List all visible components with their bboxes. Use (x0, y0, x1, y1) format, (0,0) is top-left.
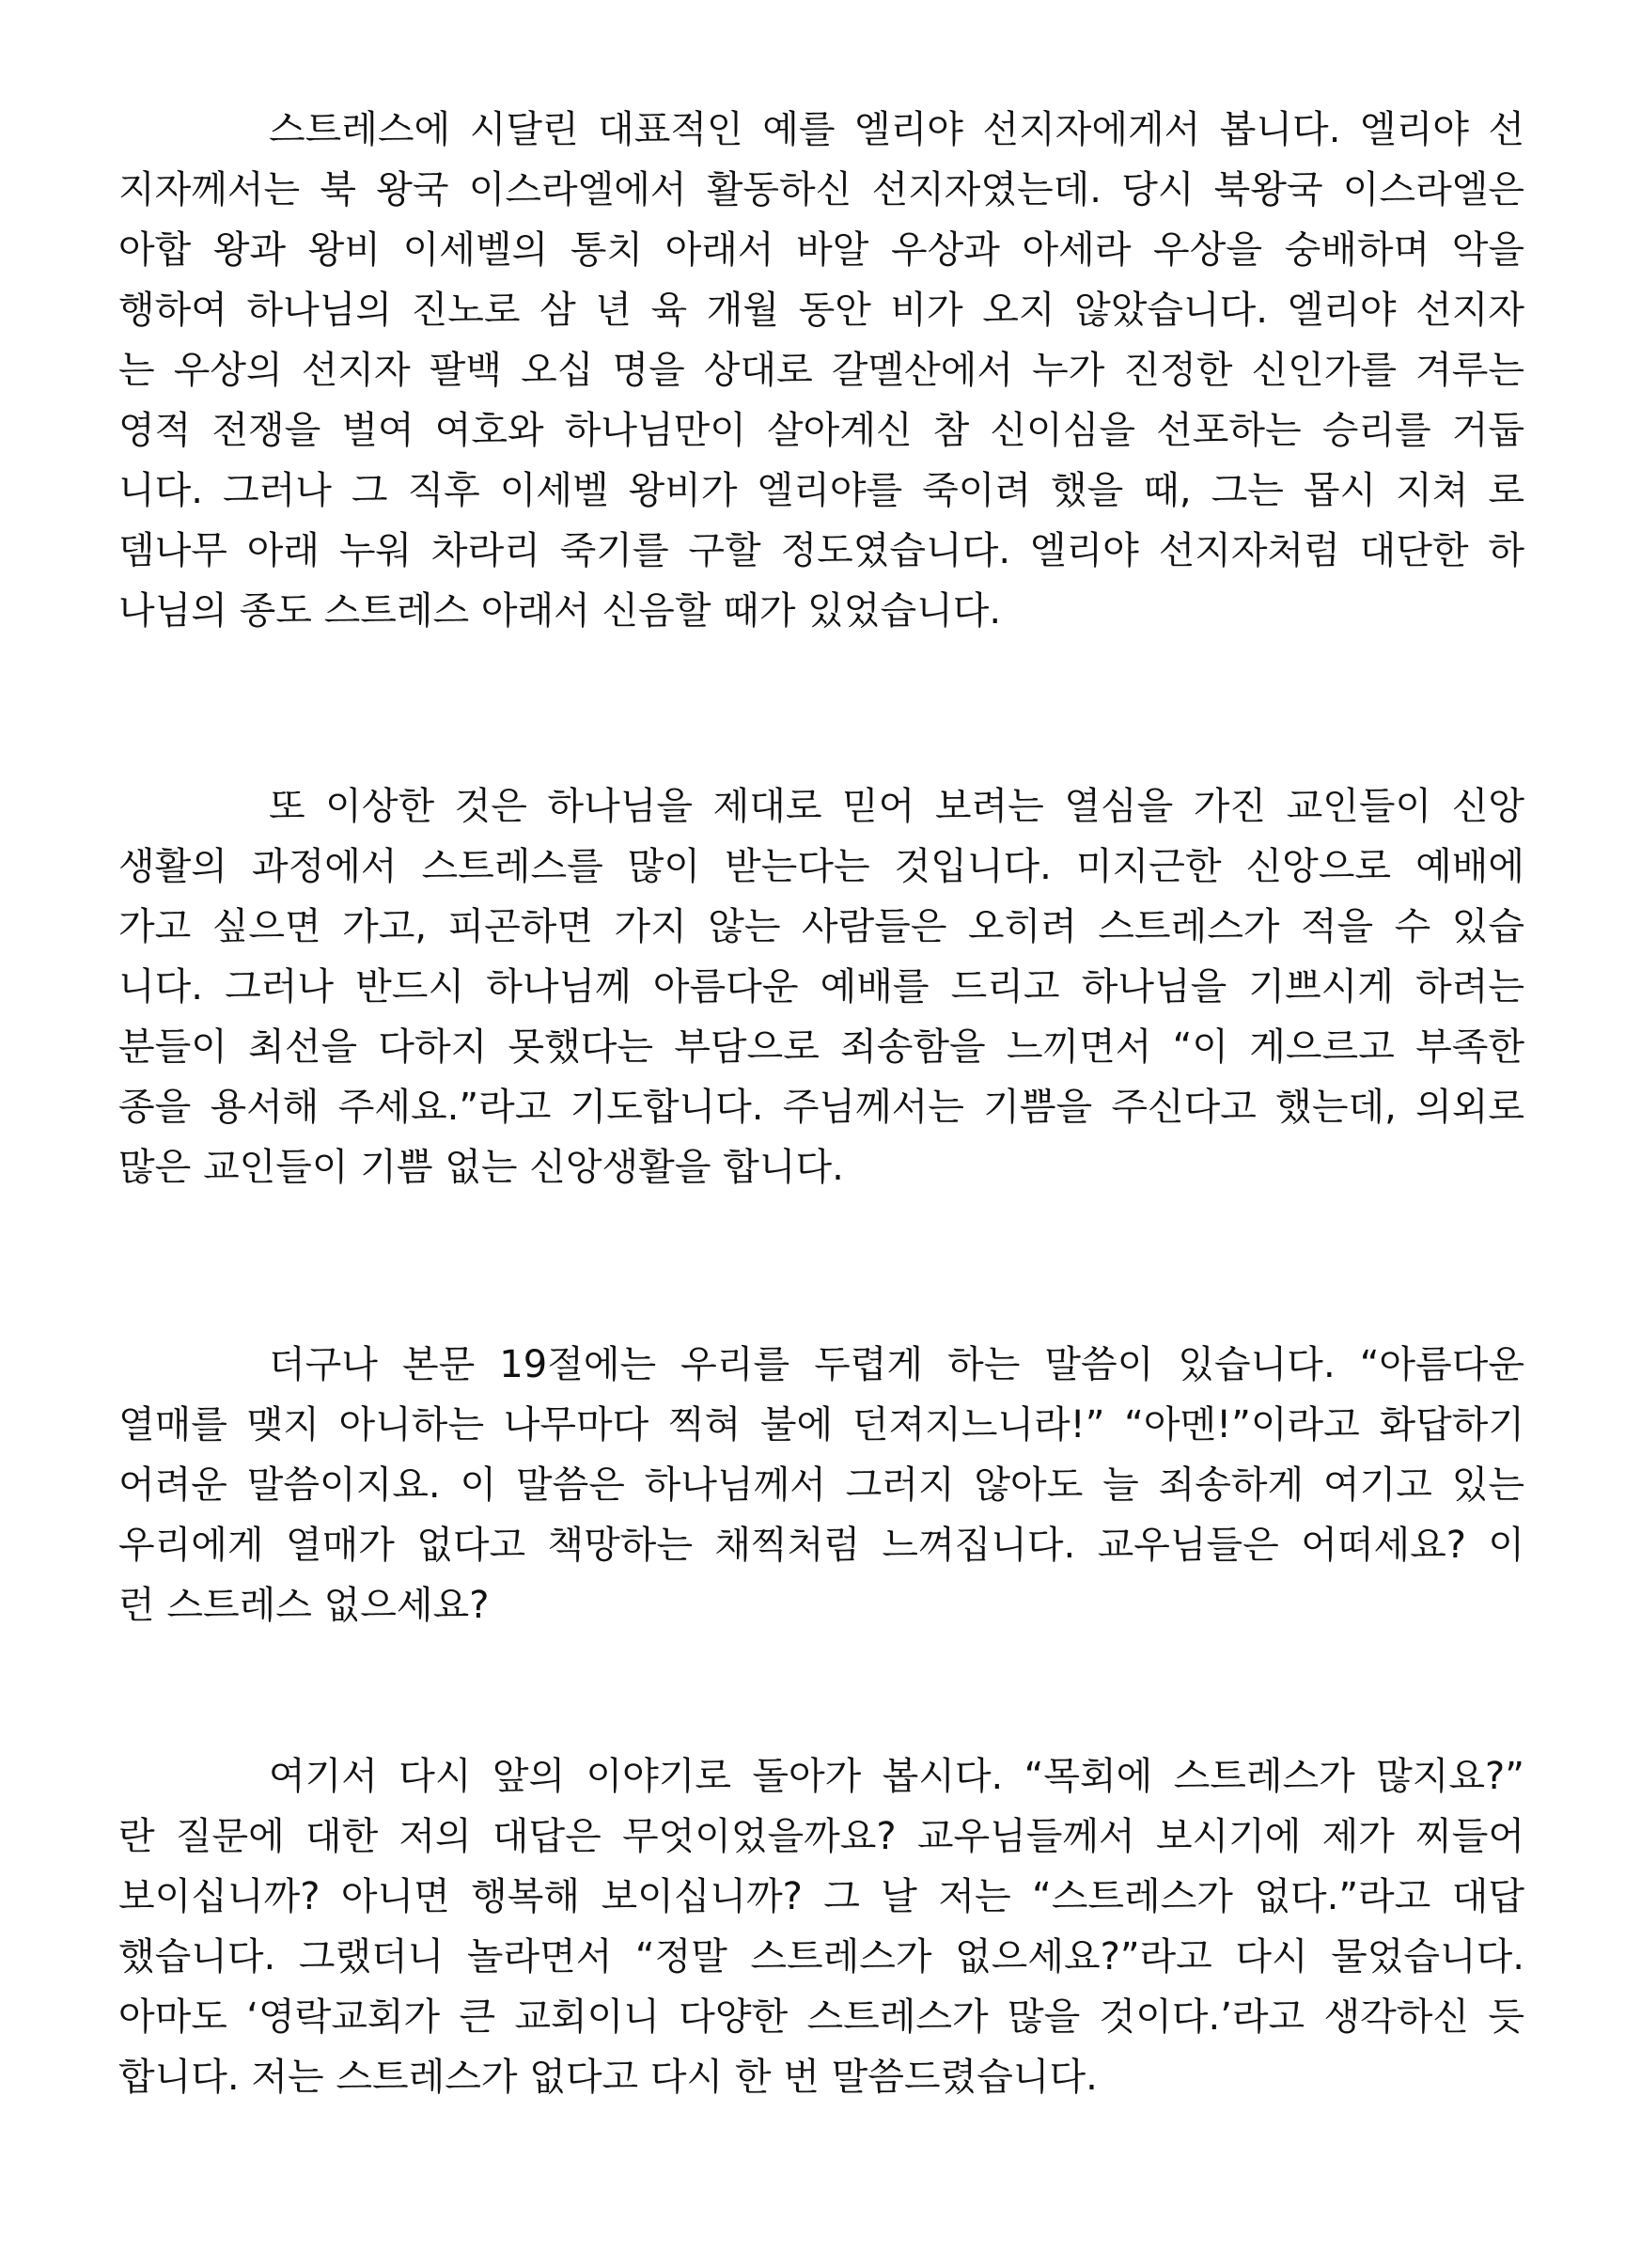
text-line: 지자께서는 북 왕국 이스라엘에서 활동하신 선지자였는데. 당시 북왕국 이스라엘은 (118, 168, 1524, 211)
text-line: 어려운 말씀이지요. 이 말씀은 하나님께서 그러지 않아도 늘 죄송하게 여기고 있는 (118, 1463, 1524, 1507)
text-line: 분들이 최선을 다하지 못했다는 부담으로 죄송함을 느끼면서 “이 게으르고 부족한 (118, 1025, 1524, 1069)
text-line: 많은 교인들이 기쁨 없는 신앙생활을 합니다. (118, 1146, 844, 1189)
text-line: 니다. 그러나 반드시 하나님께 아름다운 예배를 드리고 하나님을 기쁘시게 하려는 (118, 965, 1524, 1009)
text-line: 런 스트레스 없으세요? (118, 1584, 490, 1627)
text-line: 했습니다. 그랬더니 놀라면서 “정말 스트레스가 없으세요?”라고 다시 물었습니다. (118, 1935, 1524, 1979)
paragraph-verse-19 (118, 1335, 1524, 1635)
text-line: 여기서 다시 앞의 이야기로 돌아가 봅시다. “목회에 스트레스가 많지요?” (269, 1755, 1524, 1798)
text-line: 생활의 과정에서 스트레스를 많이 받는다는 것입니다. 미지근한 신앙으로 예배에 (118, 845, 1524, 888)
text-line: 또 이상한 것은 하나님을 제대로 믿어 보려는 열심을 가진 교인들이 신앙 (269, 785, 1524, 828)
text-line: 우리에게 열매가 없다고 책망하는 채찍처럼 느껴집니다. 교우님들은 어떠세요? 이 (118, 1524, 1524, 1567)
text-line: 합니다. 저는 스트레스가 없다고 다시 한 번 말씀드렸습니다. (118, 2056, 1098, 2099)
text-line: 뎀나무 아래 누워 차라리 죽기를 구할 정도였습니다. 엘리야 선지자처럼 대단한 하 (118, 529, 1524, 572)
text-line: 아마도 ‘영락교회가 큰 교회이니 다양한 스트레스가 많을 것이다.’라고 생각하신 듯 (118, 1995, 1524, 2039)
paragraph-elijah-stress (118, 100, 1524, 641)
text-line: 아합 왕과 왕비 이세벨의 통치 아래서 바알 우상과 아세라 우상을 숭배하며 악을 (118, 228, 1524, 272)
document-page (118, 0, 1524, 2268)
text-line: 란 질문에 대한 저의 대답은 무엇이었을까요? 교우님들께서 보시기에 제가 찌들어 (118, 1815, 1524, 1858)
text-line: 영적 전쟁을 벌여 여호와 하나님만이 살아계신 참 신이심을 선포하는 승리를 거둡 (118, 409, 1524, 452)
paragraph-no-stress-answer (118, 1746, 1524, 2107)
text-line: 가고 싶으면 가고, 피곤하면 가지 않는 사람들은 오히려 스트레스가 적을 수 있습 (118, 905, 1524, 948)
text-line: 행하여 하나님의 진노로 삼 년 육 개월 동안 비가 오지 않았습니다. 엘리야 선지자 (118, 289, 1524, 332)
paragraph-faithful-stress (118, 776, 1524, 1197)
text-line: 종을 용서해 주세요.”라고 기도합니다. 주님께서는 기쁨을 주신다고 했는데, 의외로 (118, 1086, 1524, 1129)
text-line: 나님의 종도 스트레스 아래서 신음할 때가 있었습니다. (118, 589, 1002, 633)
text-line: 더구나 본문 19절에는 우리를 두렵게 하는 말씀이 있습니다. “아름다운 (269, 1343, 1524, 1386)
text-line: 니다. 그러나 그 직후 이세벨 왕비가 엘리야를 죽이려 했을 때, 그는 몹시 지쳐 로 (118, 469, 1524, 512)
text-line: 보이십니까? 아니면 행복해 보이십니까? 그 날 저는 “스트레스가 없다.”라고 대답 (118, 1875, 1524, 1918)
text-line: 스트레스에 시달린 대표적인 예를 엘리야 선지자에게서 봅니다. 엘리야 선 (269, 108, 1524, 151)
text-line: 열매를 맺지 아니하는 나무마다 찍혀 불에 던져지느니라!” “아멘!”이라고 화답하기 (118, 1403, 1524, 1447)
text-line: 는 우상의 선지자 팔백 오십 명을 상대로 갈멜산에서 누가 진정한 신인가를 겨루는 (118, 349, 1524, 392)
